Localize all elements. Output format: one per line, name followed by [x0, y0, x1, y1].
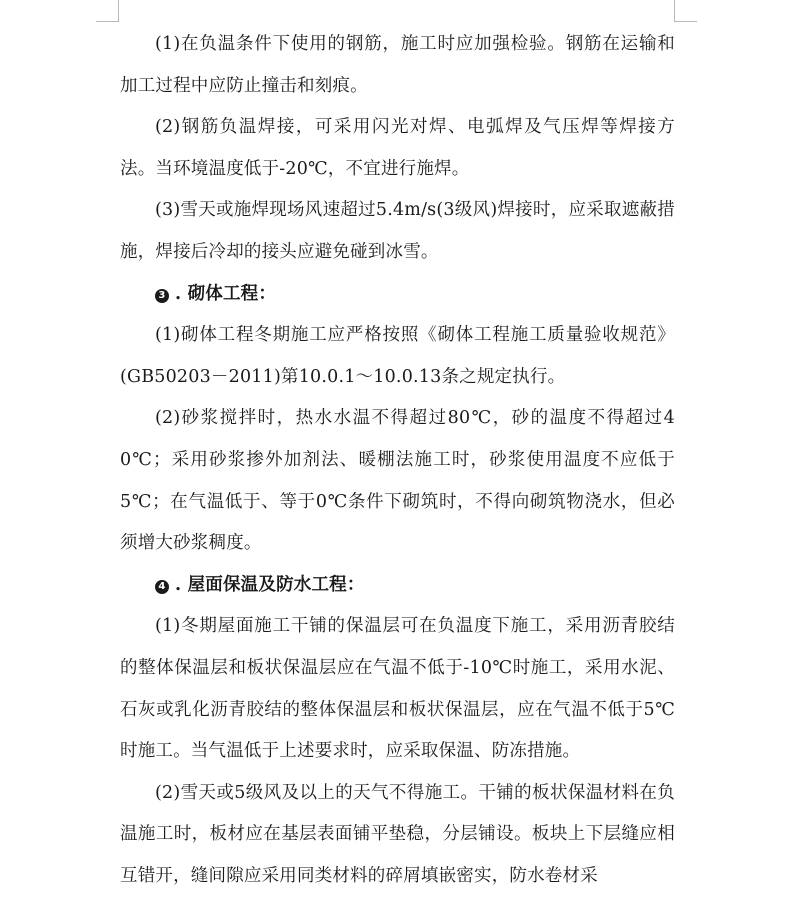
crop-mark-top-left [96, 21, 119, 22]
paragraph-steel-negative-temp: (1)在负温条件下使用的钢筋，施工时应加强检验。钢筋在运输和加工过程中应防止撞击和刻痕。 [120, 34, 675, 96]
section-heading-roof-insulation [120, 565, 675, 607]
circled-number-icon: 3 [155, 289, 169, 303]
paragraph-steel-welding: (2)钢筋负温焊接，可采用闪光对焊、电弧焊及气压焊等焊接方法。当环境温度低于-20℃，不宜进行施焊。 [120, 117, 675, 179]
heading-text: . 砌体工程： [175, 283, 277, 304]
document-body [120, 24, 675, 897]
paragraph-roof-weather: (2)雪天或5级风及以上的天气不得施工。干铺的板状保温材料在负温施工时，板材应在基层表面铺平垫稳，分层铺设。板块上下层缝应相互错开，缝间隙应采用同类材料的碎屑填嵌密实，防水卷材采 [120, 782, 675, 886]
crop-mark-top-right [674, 21, 697, 22]
crop-mark-top-right [674, 0, 675, 22]
heading-text: . 屋面保温及防水工程： [175, 574, 365, 595]
crop-mark-top-left [118, 0, 119, 22]
paragraph-masonry-standard: (1)砌体工程冬期施工应严格按照《砌体工程施工质量验收规范》(GB50203－2011)第10.0.1～10.0.13条之规定执行。 [120, 325, 675, 387]
paragraph-roof-insulation-temp: (1)冬期屋面施工干铺的保温层可在负温度下施工，采用沥青胶结的整体保温层和板状保温层应在气温不低于-10℃时施工，采用水泥、石灰或乳化沥青胶结的整体保温层和板状保温层，应在气温不低于5℃时施工。当气温低于上述要求时，应采取保温、防冻措施。 [120, 616, 675, 762]
circled-number-icon: 4 [155, 580, 169, 594]
paragraph-snow-welding: (3)雪天或施焊现场风速超过5.4m/s(3级风)焊接时，应采取遮蔽措施，焊接后冷却的接头应避免碰到冰雪。 [120, 200, 675, 262]
section-heading-masonry [120, 274, 675, 316]
paragraph-mortar-mixing: (2)砂浆搅拌时，热水水温不得超过80℃，砂的温度不得超过40℃；采用砂浆掺外加剂法、暖棚法施工时，砂浆使用温度不应低于5℃；在气温低于、等于0℃条件下砌筑时，不得向砌筑物浇水，但必须增大砂浆稠度。 [120, 408, 675, 554]
